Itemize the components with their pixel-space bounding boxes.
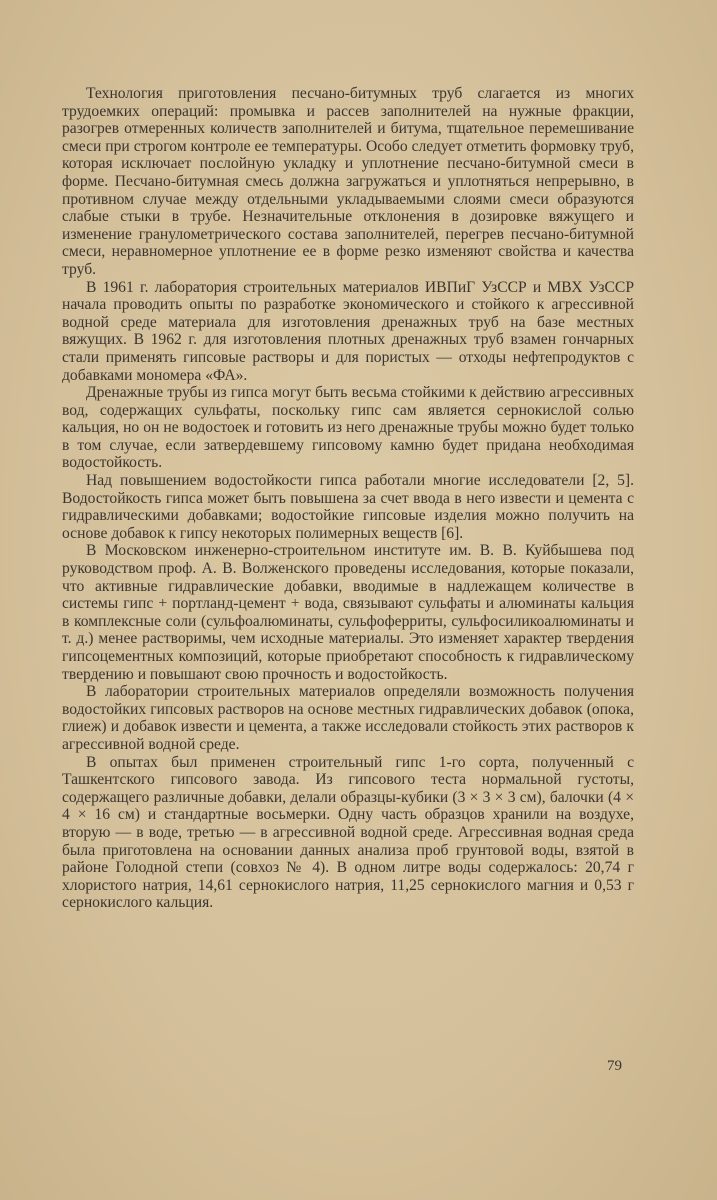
paragraph-3: Дренажные трубы из гипса могут быть весьма стойкими к действию агрессивных вод, содержащих сульфаты, поскольку гипс сам является сернокислой солью кальция, но он не водостоек и готовить из него дренажные трубы можно будет только в том случае, если затвердевшему гипсовому камню будет придана необходимая водостойкость. [62, 384, 634, 472]
paragraph-5: В Московском инженерно-строительном институте им. В. В. Куйбышева под руководством проф. А. В. Волженского проведены исследования, которые показали, что активные гидравлические добавки, вводимые в надлежащем количестве в системы гипс + портланд-цемент + вода, связывают сульфаты и алюминаты кальция в комплексные соли (сульфоалюминаты, сульфоферриты, сульфосиликоалюминаты и т. д.) менее растворимы, чем исходные материалы. Это изменяет характер твердения гипсоцементных композиций, которые приобретают способность к гидравлическому твердению и повышают свою прочность и водостойкость. [62, 542, 634, 683]
paragraph-6: В лаборатории строительных материалов определяли возможность получения водостойких гипсовых растворов на основе местных гидравлических добавок (опока, глиеж) и добавок извести и цемента, а также исследовали стойкость этих растворов к агрессивной водной среде. [62, 683, 634, 753]
page-number: 79 [607, 1058, 622, 1074]
body-text [62, 85, 634, 912]
paragraph-7: В опытах был применен строительный гипс 1-го сорта, полученный с Ташкентского гипсового завода. Из гипсового теста нормальной густоты, содержащего различные добавки, делали образцы-кубики (3 × 3 × 3 см), балочки (4 × 4 × 16 см) и стандартные восьмерки. Одну часть образцов хранили на воздухе, вторую — в воде, третью — в агрессивной водной среде. Агрессивная водная среда была приготовлена на основании данных анализа проб грунтовой воды, взятой в районе Голодной степи (совхоз № 4). В одном литре воды содержалось: 20,74 г хлористого натрия, 14,61 сернокислого натрия, 11,25 сернокислого магния и 0,53 г сернокислого кальция. [62, 753, 634, 912]
paragraph-4: Над повышением водостойкости гипса работали многие исследователи [2, 5]. Водостойкость гипса может быть повышена за счет ввода в него извести и цемента с гидравлическими добавками; водостойкие гипсовые изделия можно получить на основе добавок к гипсу некоторых полимерных веществ [6]. [62, 472, 634, 542]
paragraph-1: Технология приготовления песчано-битумных труб слагается из многих трудоемких операций: промывка и рассев заполнителей на нужные фракции, разогрев отмеренных количеств заполнителей и битума, тщательное перемешивание смеси при строгом контроле ее температуры. Особо следует отметить формовку труб, которая исключает послойную укладку и уплотнение песчано-битумной смеси в форме. Песчано-битумная смесь должна загружаться и уплотняться непрерывно, в противном случае между отдельными укладываемыми слоями смеси образуются слабые стыки в трубе. Незначительные отклонения в дозировке вяжущего и изменение гранулометрического состава заполнителей, перегрев песчано-битумной смеси, неравномерное уплотнение ее в форме резко изменяют свойства и качества труб. [62, 85, 634, 278]
paragraph-2: В 1961 г. лаборатория строительных материалов ИВПиГ УзССР и МВХ УзССР начала проводить опыты по разработке экономического и стойкого к агрессивной водной среде материала для изготовления дренажных труб на базе местных вяжущих. В 1962 г. для изготовления плотных дренажных труб взамен гончарных стали применять гипсовые растворы и для пористых — отходы нефтепродуктов с добавками мономера «ФА». [62, 278, 634, 384]
